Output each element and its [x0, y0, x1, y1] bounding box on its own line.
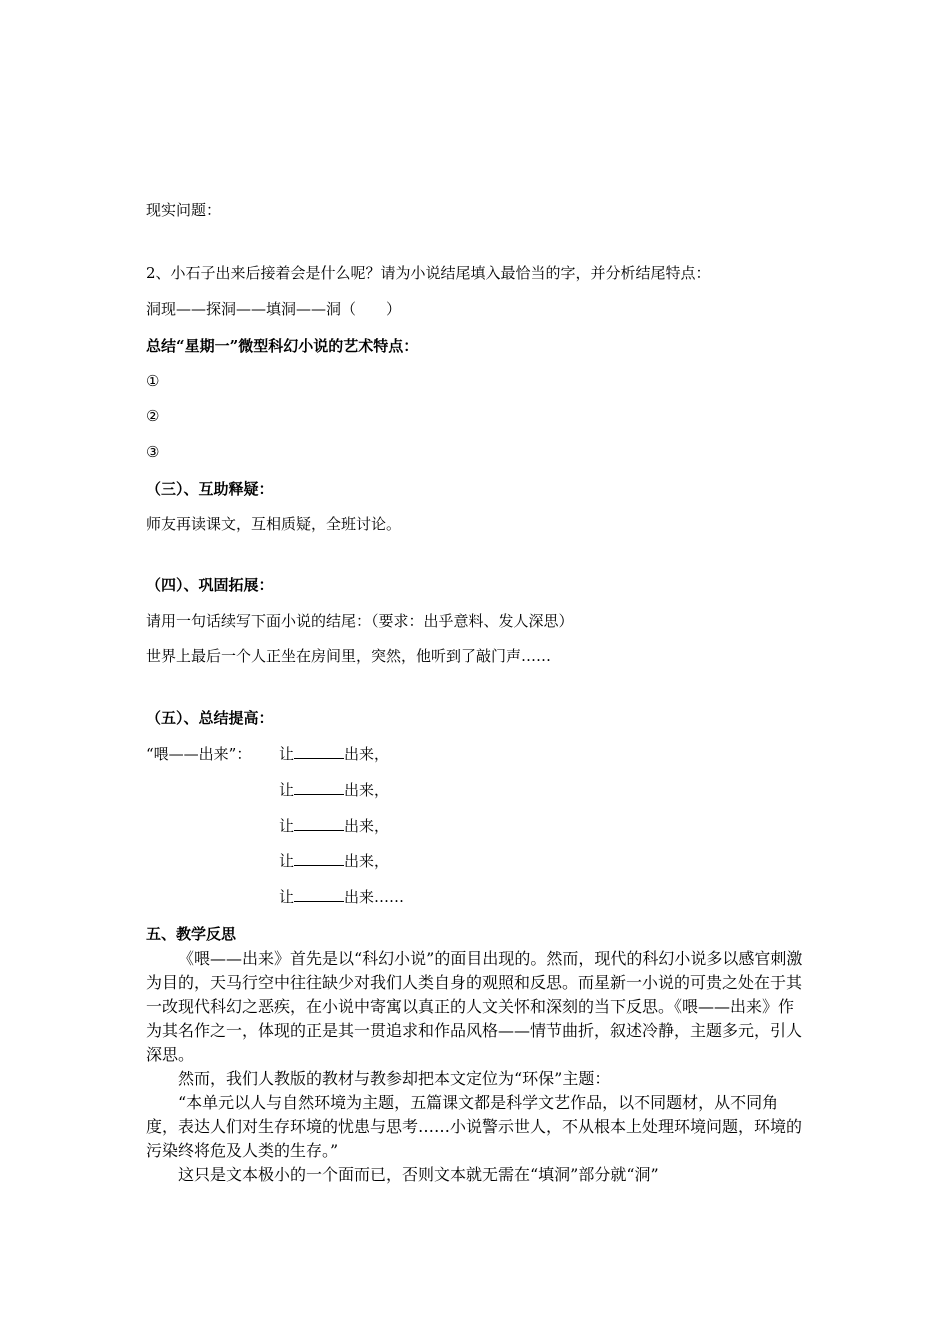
part-4-prompt: 世界上最后一个人正坐在房间里，突然，他听到了敲门声…… — [146, 647, 552, 665]
part-3-text: 师友再读课文，互相质疑，全班讨论。 — [146, 515, 402, 533]
fill-blank[interactable] — [294, 887, 344, 902]
part-5-heading: （五）、总结提高： — [146, 709, 274, 727]
come-out-text: 出来， — [344, 781, 390, 799]
reflection-paragraph: “本单元以人与自然环境为主题，五篇课文都是科学文艺作品，以不同题材，从不同角度，表达人们对生存环境的忧患与思考……小说警示世人，不从根本上处理环境问题，环境的污染终将危及人类的生存。” — [146, 1093, 803, 1160]
reflection-heading: 五、教学反思 — [146, 925, 237, 943]
come-out-text: 出来， — [344, 852, 390, 870]
fill-blank[interactable] — [294, 851, 344, 866]
come-out-text: 出来， — [344, 745, 390, 763]
reflection-paragraph: 这只是文本极小的一个面而已，否则文本就无需在“填洞”部分就“洞” — [178, 1165, 659, 1184]
fill-line-2 — [279, 780, 389, 800]
summary-item-3: ③ — [146, 443, 160, 461]
part-4-heading: （四）、巩固拓展： — [146, 576, 274, 594]
let-prefix: 让 — [279, 781, 295, 799]
summary-item-2: ② — [146, 407, 160, 425]
summary-item-1: ① — [146, 372, 160, 390]
part-4-instruction: 请用一句话续写下面小说的结尾：（要求：出乎意料、发人深思） — [146, 612, 574, 630]
reflection-paragraph: 《喂——出来》首先是以“科幻小说”的面目出现的。然而，现代的科幻小说多以感官刺激为目的，天马行空中往往缺少对我们人类自身的观照和反思。而星新一小说的可贵之处在于其一改现代科幻之恶疾，在小说中寄寓以真正的人文关怀和深刻的当下反思。《喂——出来》作为其名作之一，体现的正是其一贯追求和作品风格——情节曲折，叙述冷静，主题多元，引人深思。 — [146, 949, 803, 1064]
let-prefix: 让 — [279, 817, 295, 835]
reflection-body — [146, 947, 806, 1187]
part-3-heading: （三）、互助释疑： — [146, 480, 274, 498]
question-2-prompt: 2、小石子出来后接着会是什么呢？请为小说结尾填入最恰当的字，并分析结尾特点： — [146, 264, 711, 282]
let-prefix: 让 — [279, 745, 295, 763]
fill-blank[interactable] — [294, 816, 344, 831]
reality-question: 现实问题： — [146, 201, 222, 219]
part-5-title-label: “喂——出来”： — [146, 745, 252, 763]
let-prefix: 让 — [279, 888, 295, 906]
let-prefix: 让 — [279, 852, 295, 870]
fill-blank[interactable] — [294, 780, 344, 795]
fill-line-1 — [279, 744, 389, 764]
come-out-text-last: 出来…… — [344, 888, 405, 906]
summary-heading: 总结“星期一”微型科幻小说的艺术特点： — [146, 337, 419, 355]
fill-line-5 — [279, 887, 404, 907]
fill-blank[interactable] — [294, 744, 344, 759]
fill-line-4 — [279, 851, 389, 871]
question-2-chain: 洞现——探洞——填洞——洞（ ） — [146, 300, 402, 318]
reflection-paragraph: 然而，我们人教版的教材与教参却把本文定位为“环保”主题： — [178, 1069, 611, 1088]
come-out-text: 出来， — [344, 817, 390, 835]
fill-line-3 — [279, 816, 389, 836]
